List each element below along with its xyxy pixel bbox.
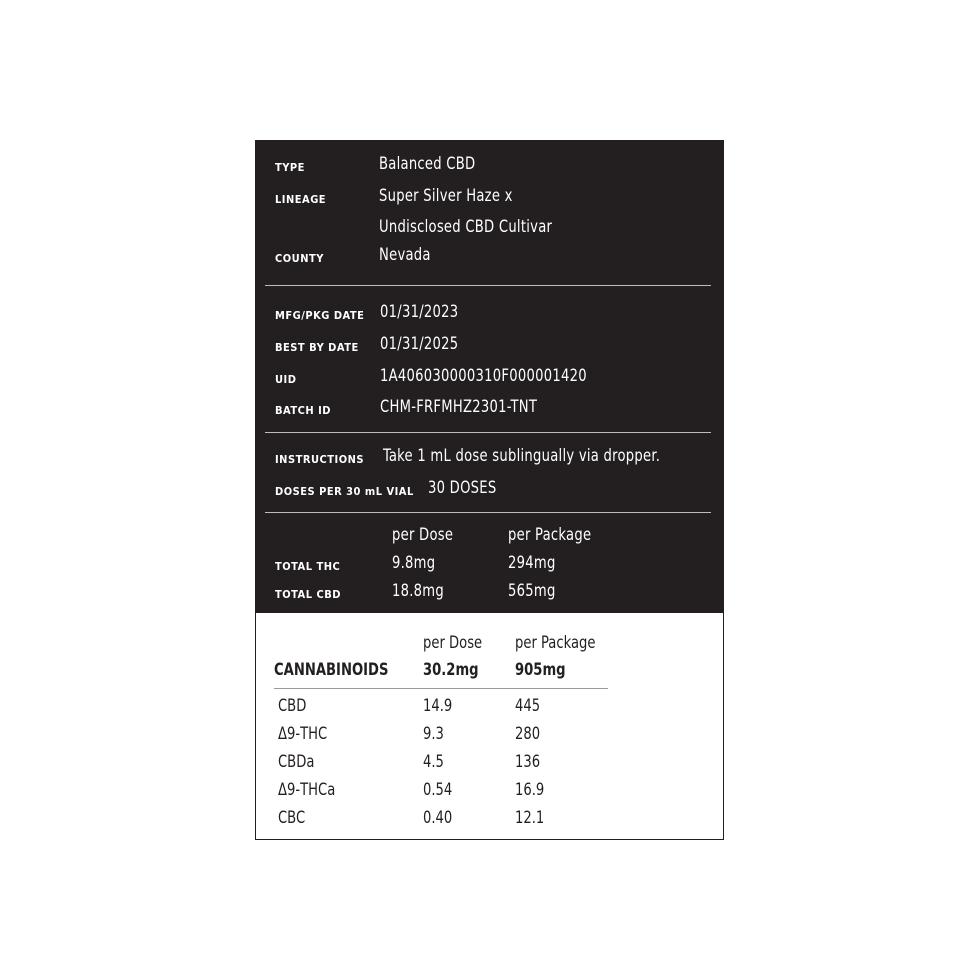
mfg-date-value: 01/31/2023 (380, 302, 459, 322)
divider (265, 432, 711, 433)
divider (265, 512, 711, 513)
uid-value: 1A406030000310F000001420 (380, 366, 587, 386)
cannabinoid-name: Δ9-THCa (278, 780, 336, 800)
per-dose-header: per Dose (392, 525, 454, 545)
cannabinoid-dose: 9.3 (423, 724, 444, 744)
cannabinoid-name: CBC (278, 808, 306, 828)
cannabinoids-divider (274, 688, 608, 689)
label-dark-panel (256, 141, 723, 613)
mfg-date-label: MFG/PKG DATE (275, 309, 365, 322)
cannabinoid-dose: 4.5 (423, 752, 444, 772)
cannabinoid-package: 12.1 (515, 808, 545, 828)
doses-value: 30 DOSES (428, 478, 497, 498)
type-value: Balanced CBD (379, 154, 476, 174)
county-label: COUNTY (275, 252, 324, 265)
cannabinoid-name: CBDa (278, 752, 315, 772)
instructions-value: Take 1 mL dose sublingually via dropper. (383, 446, 661, 466)
best-by-value: 01/31/2025 (380, 334, 459, 354)
instructions-label: INSTRUCTIONS (275, 453, 365, 466)
total-thc-package: 294mg (508, 553, 556, 573)
cannabinoid-name: Δ9-THC (278, 724, 328, 744)
best-by-label: BEST BY DATE (275, 341, 359, 354)
total-thc-label: TOTAL THC (275, 560, 341, 573)
cannabinoid-name: CBD (278, 696, 307, 716)
cannabinoids-title: CANNABINOIDS (274, 660, 389, 680)
per-package-header: per Package (508, 525, 592, 545)
total-cbd-package: 565mg (508, 581, 556, 601)
cann-total-dose: 30.2mg (423, 660, 479, 680)
type-label: TYPE (275, 161, 305, 174)
cannabinoid-package: 445 (515, 696, 541, 716)
total-cbd-dose: 18.8mg (392, 581, 445, 601)
uid-label: UID (275, 373, 297, 386)
cannabinoid-dose: 14.9 (423, 696, 453, 716)
cann-total-package: 905mg (515, 660, 566, 680)
lineage-value-line1: Super Silver Haze x (379, 186, 513, 206)
cannabinoid-dose: 0.54 (423, 780, 453, 800)
cannabinoid-dose: 0.40 (423, 808, 453, 828)
cannabinoid-package: 136 (515, 752, 541, 772)
county-value: Nevada (379, 245, 431, 265)
lineage-label: LINEAGE (275, 193, 327, 206)
lineage-value-line2: Undisclosed CBD Cultivar (379, 217, 553, 237)
doses-label: DOSES PER 30 mL VIAL (275, 485, 414, 498)
product-label (255, 140, 724, 840)
cannabinoid-package: 16.9 (515, 780, 545, 800)
batch-id-label: BATCH ID (275, 404, 331, 417)
cannabinoid-package: 280 (515, 724, 541, 744)
cann-per-dose-header: per Dose (423, 633, 483, 653)
total-cbd-label: TOTAL CBD (275, 588, 341, 601)
batch-id-value: CHM-FRFMHZ2301-TNT (380, 397, 538, 417)
divider (265, 285, 711, 286)
total-thc-dose: 9.8mg (392, 553, 436, 573)
cann-per-package-header: per Package (515, 633, 596, 653)
